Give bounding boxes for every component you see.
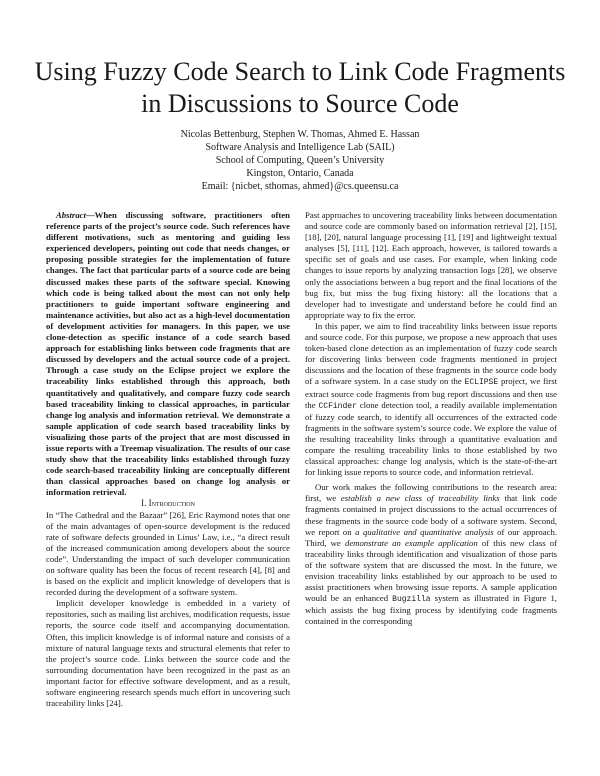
section-heading-introduction: I. Introduction (141, 498, 195, 509)
intro-paragraph-3: Past approaches to uncovering traceability links between documentation and source code are commonly based on information retrieval [2], [15], [18], [20], natural language processing [1], [19] and lightweight textual analyses [5], [11], [12]. Each approach, however, is tailored towards a specific set of goals and use cases. For example, when linking code changes to issue reports by analyzing transaction logs [28], we observe only the associations between a bug report and the final locations of the bug fix, but miss the bug fixing history: all the locations that a developer had to investigate and understand before he could find an appropriate way to fix the error. (305, 210, 557, 320)
author-school: School of Computing, Queen’s University (215, 155, 385, 166)
p5-text-b: that link code fragments contained in project discussions to the actual occurrences of these fragments in the source code body of a software system. Second, we report on (305, 493, 557, 537)
abstract-label: Abstract (56, 210, 86, 220)
title-line-2: in Discussions to Source Code (141, 89, 459, 118)
eclipse-term: ECLIPSE (464, 378, 499, 388)
author-lab: Software Analysis and Intelligence Lab (SAIL) (205, 142, 395, 153)
author-location: Kingston, Ontario, Canada (246, 168, 354, 179)
p5-text-d: of this new class of traceability links through identification and visualization of those parts of the software system that are discussed the most. In the future, we envision traceability links established by our approach to be used to assist practitioners when browsing issue reports. A sample application would be an enhanced (305, 537, 558, 604)
p5-emphasis-3: demonstrate an example application (344, 537, 478, 548)
right-column (305, 210, 557, 627)
p5-text-e: system as illustrated in Figure 1, which assists the bug fixing process by identifying code fragments contained in the corresponding (305, 593, 557, 627)
p5-text-a: Our work makes the following contributions to the research area: first, we (305, 482, 557, 504)
p4-text-a: In this paper, we aim to find traceability links between issue reports and source code. For this purpose, we propose a new approach that uses token-based clone detection as an implementation of fuzzy code search for discovering links between code fragments mentioned in project discussions and the location of these fragments in the source code body of a software system. In a case study on the (305, 320, 557, 387)
ccfinder-term: CCFinder (318, 401, 357, 411)
intro-paragraph-4 (305, 321, 557, 478)
abstract-text: —When discussing software, practitioners often reference parts of the project’s source code. Such references have different motivations, such as mentoring and guiding less experienced developers, pointing out code that needs changes, or proposing possible strategies for the implementation of future changes. The fact that particular parts of a source code are being discussed makes these parts of the software special. Knowing which code is being talked about the most can not only help practitioners to guide important software engineering and maintenance activities, but also act as a high-level documentation of development activities for managers. In this paper, we use clone-detection as specific instance of a code search based approach for establishing links between code fragments that are discussed by developers and the actual source code of a project. Through a case study on the Eclipse project we explore the traceability links established through this approach, both quantitatively and qualitatively, and compare fuzzy code search based traceability linking to classical approaches, in particular change log analysis and information retrieval. We demonstrate a sample application of code search based traceability links by visualizing those parts of the project that are most discussed in issue reports with a Treemap visualization. The results of our case study show that the traceability links established through fuzzy code search-based traceability linking are conceptually different than classical approaches based on change log analysis or information retrieval. (46, 210, 290, 498)
abstract (46, 210, 290, 498)
author-email: Email: {nicbet, sthomas, ahmed}@cs.queensu.ca (201, 181, 399, 192)
p4-text-c: clone detection tool, a readily available implementation of fuzzy code search, to identify all occurrences of the extracted code fragments in the software system’s source code. We explore the value of the resulting traceability links through a quantitative evaluation and compare the resulting traceability links to those established by two classical approaches: change log analysis, which is the state-of-the-art for linking issue reports to source code, and information retrieval. (305, 399, 557, 478)
bugzilla-term: Bugzilla (392, 595, 431, 605)
intro-paragraph-2: Implicit developer knowledge is embedded in a variety of repositories, such as mailing list archives, modification requests, issue reports, the source code itself and accompanying documentation. Often, this implicit knowledge is of informal nature and consists of a mixture of natural language texts and structural elements that refer to the project’s source code. Links between the source code and the surrounding documentation have been recognized in the past as an important factor for effective software development, and as a result, software engineering research spends much effort in uncovering such traceability links [24]. (46, 598, 290, 709)
left-column (46, 210, 290, 709)
author-names: Nicolas Bettenburg, Stephen W. Thomas, Ahmed E. Hassan (180, 129, 420, 140)
p5-text-c: of our approach. Third, we (305, 526, 557, 548)
p4-text-b: project, we first extract source code fragments from bug report discussions and then use the (305, 376, 557, 410)
title-line-1: Using Fuzzy Code Search to Link Code Fragments (34, 57, 566, 86)
author-block (0, 128, 600, 193)
intro-paragraph-1: In “The Cathedral and the Bazaar” [26], Eric Raymond notes that one of the main advantages of open-source development is the reduced rate of software defects grounded in Linus’ Law, i.e., “a direct result of the increased communication among developers about the source code”. Understanding the impact of such developer communication on software quality has been the focus of recent research [4], [8] and is based on the explicit and implicit knowledge of developers that is recorded during the development of a software system. (46, 509, 290, 598)
intro-paragraph-5 (305, 482, 557, 627)
p5-emphasis-1: establish a new class of traceability links (340, 493, 500, 504)
p5-emphasis-2: a qualitative and quantitative analysis (355, 526, 494, 537)
paper-title (0, 56, 600, 120)
